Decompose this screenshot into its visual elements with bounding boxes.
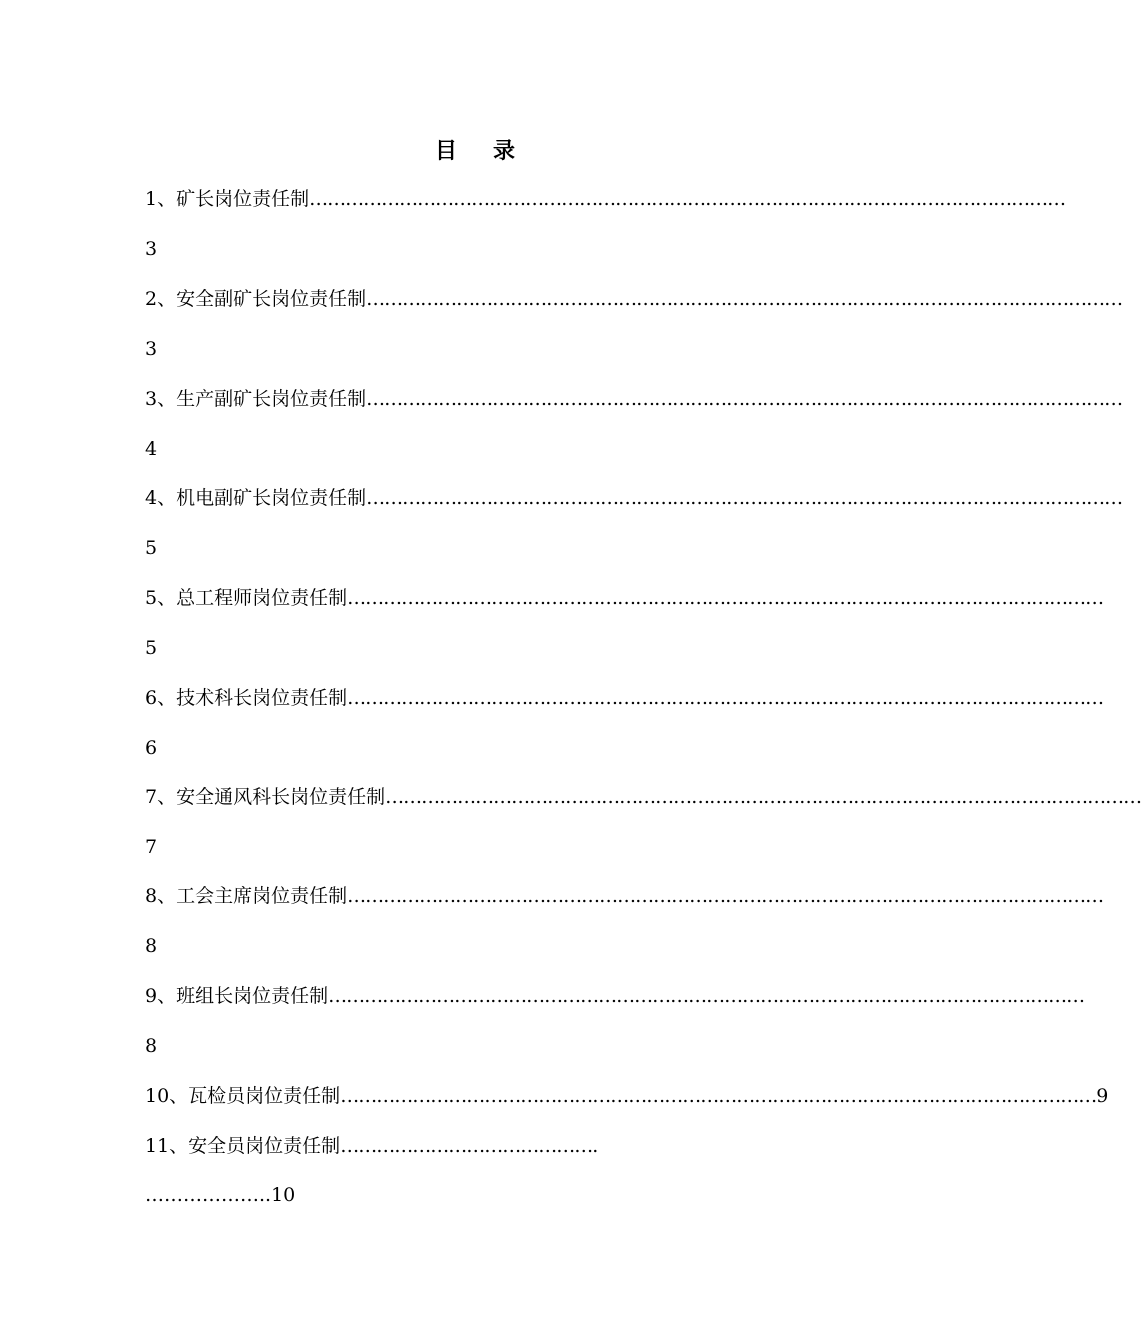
toc-entry-4[interactable]: 4、机电副矿长岗位责任制 ……………………………………………………………………………………………………………… [145, 487, 1123, 509]
toc-entry-7[interactable]: 7、安全通风科长岗位责任制 ……………………………………………………………………………………………………………… [145, 786, 1141, 808]
toc-page-3: 4 [145, 438, 158, 460]
toc-entry-8[interactable]: 8、工会主席岗位责任制 ……………………………………………………………………………………………………………… [145, 885, 1104, 907]
toc-entry-9[interactable]: 9、班组长岗位责任制 ……………………………………………………………………………………………………………… [145, 985, 1085, 1007]
toc-page-10: 9 [1096, 1085, 1109, 1107]
toc-title-char-1: 目 [434, 138, 457, 164]
toc-page-4: 5 [145, 537, 158, 559]
toc-title [0, 134, 950, 165]
toc-page-7: 7 [145, 836, 158, 858]
toc-entry-3[interactable]: 3、生产副矿长岗位责任制 ……………………………………………………………………………………………………………… [145, 388, 1123, 410]
toc-entry-5[interactable]: 5、总工程师岗位责任制 ……………………………………………………………………………………………………………… [145, 587, 1104, 609]
toc-entry-2[interactable]: 2、安全副矿长岗位责任制 ……………………………………………………………………………………………………………… [145, 288, 1123, 310]
toc-page-9: 8 [145, 1035, 158, 1057]
toc-entry-1[interactable]: 1、矿长岗位责任制 ……………………………………………………………………………………………………………… [145, 188, 1066, 210]
toc-entry-6[interactable]: 6、技术科长岗位责任制 ……………………………………………………………………………………………………………… [145, 687, 1104, 709]
toc-entry-11-leader: ……………………………………. [340, 1135, 598, 1157]
toc-title-char-2: 录 [493, 138, 516, 164]
toc-page-1: 3 [145, 238, 158, 260]
toc-entry-10[interactable]: 10、瓦检员岗位责任制 ……………………………………………………………………………………………………………… 9 [145, 1081, 803, 1111]
toc-page-5: 5 [145, 637, 158, 659]
toc-entry-11-continuation: ………………..10 [145, 1184, 296, 1206]
toc-page-2: 3 [145, 338, 158, 360]
toc-page-8: 8 [145, 935, 158, 957]
toc-page-6: 6 [145, 737, 158, 759]
toc-entry-11[interactable]: 11、安全员岗位责任制……………………………………. [145, 1135, 598, 1157]
